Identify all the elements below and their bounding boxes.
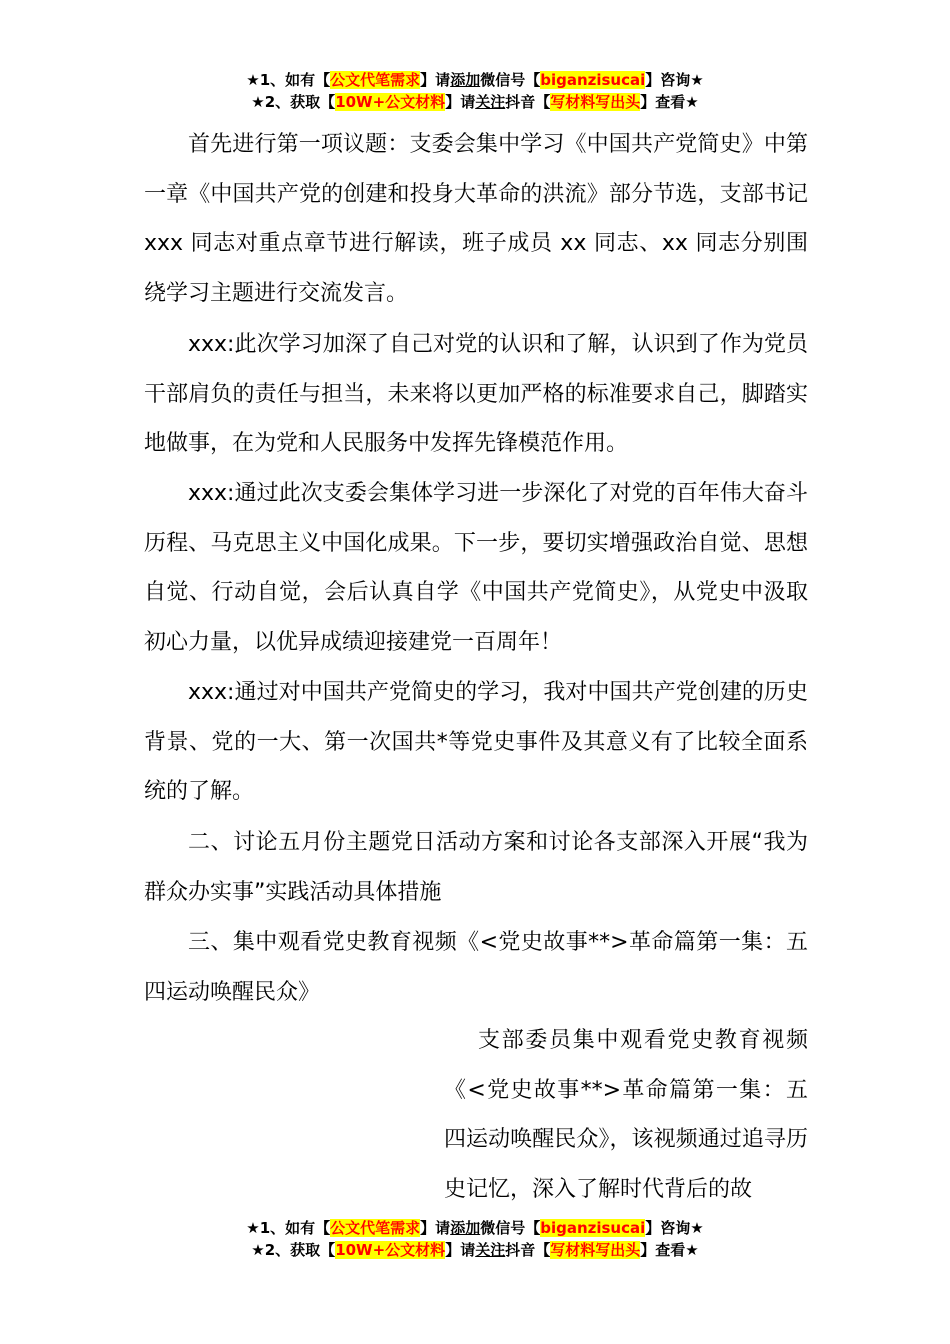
- promo-underlined-text: 关注: [475, 93, 506, 111]
- promo-line-2: [0, 91, 950, 113]
- promo-text: 】咨询★: [645, 71, 704, 89]
- promo-text: 微信号【: [480, 71, 541, 89]
- promo-text: 抖音【: [505, 93, 551, 111]
- promo-douyin-id: 写材料写出头: [550, 93, 641, 111]
- promo-text: ★2、获取【: [251, 93, 336, 111]
- section-heading-paragraph: 三、集中观看党史教育视频《<党史故事**>革命篇第一集：五四运动唤醒民众》: [144, 930, 808, 1005]
- promo-text: 】咨询★: [645, 1219, 704, 1237]
- promo-highlight: 10W+公文材料: [335, 93, 446, 111]
- promo-line-1: [0, 1217, 950, 1239]
- promo-text: 微信号【: [480, 1219, 541, 1237]
- body-paragraph: xxx:通过对中国共产党简史的学习，我对中国共产党创建的历史背景、党的一大、第一次国共*等党史事件及其意义有了比较全面系统的了解。: [144, 680, 808, 805]
- promo-underlined-text: 添加: [450, 71, 481, 89]
- promo-highlight: 公文代笔需求: [330, 71, 421, 89]
- promo-wechat-id: biganzisucai: [540, 1219, 646, 1237]
- promo-text: 】请: [445, 1241, 476, 1259]
- body-paragraph: xxx:此次学习加深了自己对党的认识和了解，认识到了作为党员干部肩负的责任与担当，未来将以更加严格的标准要求自己，脚踏实地做事，在为党和人民服务中发挥先锋模范作用。: [144, 332, 808, 457]
- promo-text: 】请: [420, 1219, 451, 1237]
- promo-douyin-id: 写材料写出头: [550, 1241, 641, 1259]
- promo-text: 抖音【: [505, 1241, 551, 1259]
- promo-text: 】查看★: [640, 93, 699, 111]
- promo-text: 】请: [420, 71, 451, 89]
- body-paragraph: xxx:通过此次支委会集体学习进一步深化了对党的百年伟大奋斗历程、马克思主义中国化成果。下一步，要切实增强政治自觉、思想自觉、行动自觉，会后认真自学《中国共产党简史》，从党史中汲取初心力量，以优异成绩迎接建党一百周年！: [144, 481, 808, 655]
- promo-text: ★1、如有【: [246, 71, 331, 89]
- body-paragraph-narrow: 支部委员集中观看党史教育视频《<党史故事**>革命篇第一集：五四运动唤醒民众》，该视频通过追寻历史记忆，深入了解时代背后的故: [444, 1028, 808, 1202]
- promo-text: ★1、如有【: [246, 1219, 331, 1237]
- body-paragraph: 首先进行第一项议题：支委会集中学习《中国共产党简史》中第一章《中国共产党的创建和投身大革命的洪流》部分节选，支部书记 xxx 同志对重点章节进行解读，班子成员 xx 同志、xx 同志分别围绕学习主题进行交流发言。: [144, 132, 808, 306]
- promo-text: 】请: [445, 93, 476, 111]
- promo-underlined-text: 关注: [475, 1241, 506, 1259]
- promo-underlined-text: 添加: [450, 1219, 481, 1237]
- promo-highlight: 10W+公文材料: [335, 1241, 446, 1259]
- promo-line-1: [0, 69, 950, 91]
- promo-highlight: 公文代笔需求: [330, 1219, 421, 1237]
- promo-line-2: [0, 1239, 950, 1261]
- header-promo-banner: [0, 69, 950, 113]
- section-heading-paragraph: 二、讨论五月份主题党日活动方案和讨论各支部深入开展“我为群众办实事”实践活动具体措施: [144, 830, 808, 905]
- footer-promo-banner: [0, 1217, 950, 1261]
- promo-text: ★2、获取【: [251, 1241, 336, 1259]
- promo-text: 】查看★: [640, 1241, 699, 1259]
- promo-wechat-id: biganzisucai: [540, 71, 646, 89]
